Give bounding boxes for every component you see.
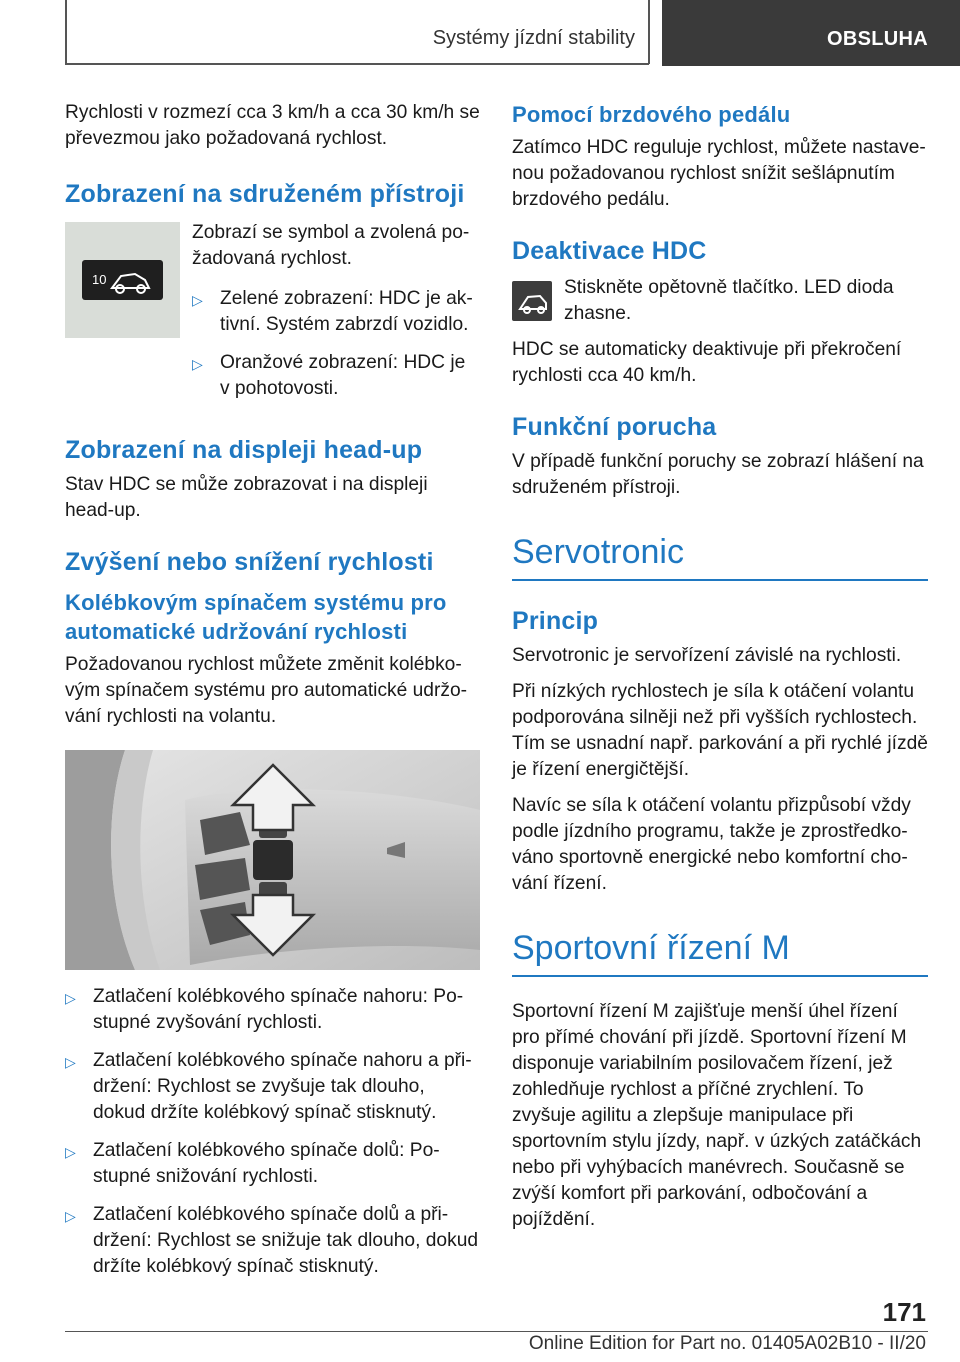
brake-paragraph: Zatímco HDC reguluje rychlost, můžete nastavenou požadovanou rychlost snížit sešlápnutím brzdového pedálu. <box>512 137 926 210</box>
cluster-bullet-list <box>192 286 480 402</box>
header-chapter-tab <box>662 0 960 66</box>
cluster-text: Zobrazí se symbol a zvolená požadovaná rychlost. <box>192 222 470 269</box>
list-item: ▷ Zatlačení kolébkového spínače nahoru a přidržení: Rychlost se zvyšuje tak dlouho, dokud držíte kolébkový spínač stisknutý. <box>65 1050 472 1123</box>
steering-wheel-image <box>65 750 480 970</box>
left-column <box>65 100 480 1292</box>
heading-speed-change: Zvýšení nebo snížení rychlosti <box>65 548 434 576</box>
servotronic-rule <box>512 579 928 581</box>
bullet-triangle-icon: ▷ <box>192 356 203 372</box>
rocker-paragraph: Požadovanou rychlost můžete změnit kolébkovým spínačem systému pro automatické udržování rychlosti na volantu. <box>65 654 468 727</box>
header-chapter-label: OBSLUHA <box>827 28 928 50</box>
heading-rocker-switch: Kolébkovým spínačem systému pro automatické udržování rychlosti <box>65 590 447 644</box>
intro-paragraph: Rychlosti v rozmezí cca 3 km/h a cca 30 km/h se převezmou jako požadovaná rychlost. <box>65 102 480 149</box>
deactivate-auto-paragraph: HDC se automaticky deaktivuje při překročení rychlosti cca 40 km/h. <box>512 339 902 386</box>
heading-malfunction: Funkční porucha <box>512 413 717 441</box>
list-item: ▷ Zatlačení kolébkového spínače dolů: Postupné snižování rychlosti. <box>65 1140 440 1187</box>
bullet-triangle-icon: ▷ <box>65 990 76 1006</box>
heading-brake-pedal: Pomocí brzdového pedálu <box>512 102 791 127</box>
bullet-triangle-icon: ▷ <box>65 1144 76 1160</box>
rocker-bullet-list <box>65 984 480 1280</box>
sport-steering-rule <box>512 975 928 977</box>
header-rule-bottom <box>65 63 649 65</box>
heading-deactivate-hdc: Deaktivace HDC <box>512 237 707 265</box>
sport-steering-paragraph: Sportovní řízení M zajišťuje menší úhel řízení pro přímé chování při jízdě. Sportovní řízení M disponuje variabilním posilovačem řízení, jež zohledňuje rychlost a příčné zrychlení. To zvyšuje agilitu a zlepšuje manipulace při sportovním stylu jízdy, např. v úzkých zatáčkách nebo při vyhýbacích manévrech. Současně se zvýší komfort při parkování, odbočování a pojíždění. <box>512 1001 922 1230</box>
right-column <box>512 100 928 1243</box>
page-number: 171 <box>882 1297 926 1327</box>
header-rule-left <box>65 0 67 64</box>
bullet-triangle-icon: ▷ <box>65 1054 76 1070</box>
heading-sport-steering: Sportovní řízení M <box>512 929 790 967</box>
footer-edition: Online Edition for Part no. 01405A02B10 - II/20 <box>528 1333 926 1354</box>
hdc-button-icon <box>512 281 552 321</box>
servotronic-paragraph-2: Při nízkých rychlostech je síla k otáčení volantu podporována silněji než při vyšších rychlostech. Tím se usnadní např. parkování a při rychlé jízdě je řízení energičtější. <box>512 681 928 780</box>
cluster-symbol-image <box>65 222 180 338</box>
list-item: ▷ Zatlačení kolébkového spínače nahoru: Postupné zvyšování rychlosti. <box>65 986 464 1033</box>
list-item: ▷ Zelené zobrazení: HDC je aktivní. Systém zabrzdí vozidlo. <box>192 288 473 335</box>
malfunction-paragraph: V případě funkční poruchy se zobrazí hlášení na sdruženém přístroji. <box>512 451 924 498</box>
hdc-cluster-icon <box>65 222 180 338</box>
footer-rule <box>65 1331 928 1332</box>
heading-principle: Princip <box>512 607 599 635</box>
bullet-triangle-icon: ▷ <box>65 1208 76 1224</box>
list-item: ▷ Oranžové zobrazení: HDC je v pohotovosti. <box>192 352 466 399</box>
deactivate-paragraph: Stiskněte opětovně tlačítko. LED dioda zhasne. <box>564 277 894 324</box>
list-item: ▷ Zatlačení kolébkového spínače dolů a přidržení: Rychlost se snižuje tak dlouho, dokud držíte kolébkový spínač stisknutý. <box>65 1204 479 1277</box>
bullet-triangle-icon: ▷ <box>192 292 203 308</box>
header-rule-mid <box>648 0 650 64</box>
servotronic-paragraph-3: Navíc se síla k otáčení volantu přizpůsobí vždy podle jízdního programu, takže je zprostředkováno sportovně energické nebo komfortní chování řízení. <box>512 795 911 894</box>
servotronic-paragraph-1: Servotronic je servořízení závislé na rychlosti. <box>512 645 902 666</box>
hud-paragraph: Stav HDC se může zobrazovat i na displeji head-up. <box>65 474 428 521</box>
header-section-title: Systémy jízdní stability <box>432 27 635 49</box>
heading-cluster-display: Zobrazení na sdruženém přístroji <box>65 180 465 208</box>
heading-servotronic: Servotronic <box>512 533 684 571</box>
hdc-cluster-speed-label: 10 <box>92 272 107 287</box>
heading-hud: Zobrazení na displeji head-up <box>65 436 423 464</box>
